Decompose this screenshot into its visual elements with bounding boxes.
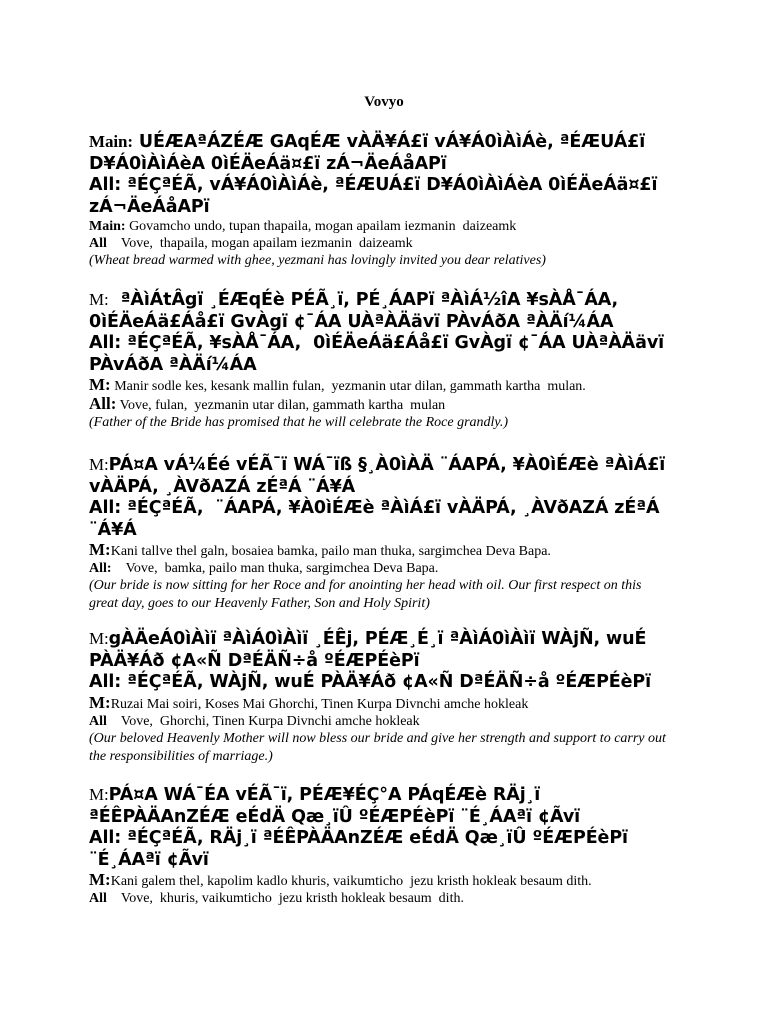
roman-text: Vove, bamka, pailo man thuka, sargimchea Deva Bapa.: [125, 561, 439, 576]
kannada-all-line: [89, 828, 669, 871]
speaker-label: All:: [89, 394, 117, 413]
speaker-label: M:: [89, 540, 111, 559]
speaker-label: M:: [89, 629, 109, 648]
roman-text: Kani galem thel, kapolim kadlo khuris, vaikumticho jezu kristh hokleak besaum dith.: [110, 874, 592, 889]
speaker-label: All:: [89, 498, 122, 518]
roman-all-line: [89, 890, 669, 907]
roman-text: Vove, fulan, yezmanin utar dilan, gammath kartha mulan: [119, 398, 446, 413]
kannada-main-line: [89, 628, 669, 672]
roman-main-line: [89, 376, 669, 395]
roman-text: Manir sodle kes, kesank mallin fulan, yezmanin utar dilan, gammath kartha mulan.: [114, 379, 586, 394]
kannada-text: PÁ¤A vÁ¼Éé vÉÃ¯ï WÁ¯ïß §¸À0ìÀÄ ¨ÁAPÁ, ¥À0ìÉÆè ªÀìÁ£ï vÀÄPÁ, ¸ÀVðAZÁ zÉªÁ ¨Á¥Á: [89, 455, 672, 497]
kannada-all-line: [89, 498, 669, 541]
kannada-all-line: [89, 672, 669, 694]
kannada-text: gÀÄeÁ0ìÀìï ªÀìÁ0ìÀìï ¸ÉÊj, PÉÆ¸É¸ï ªÀìÁ0ìÀìï WÀjÑ, wuÉ PÀÄ¥Áð ¢A«Ñ DªÉÄÑ÷å ºÉÆPÉèPï: [89, 629, 653, 671]
speaker-label: All:: [89, 561, 112, 576]
roman-main-line: [89, 871, 669, 890]
speaker-label: All: [89, 713, 107, 729]
stanza-1: [89, 131, 669, 270]
kannada-main-line: [89, 454, 672, 498]
kannada-text: PÁ¤A WÁ¯ÉA vÉÃ¯ï, PÉÆ¥ÉÇ°A PÁqÉÆè RÄj¸ï ªÉÊPÀÄAnZÉÆ eÉdÄ Qæ¸ïÛ ºÉÆPÉèPï ¨É¸ÁAªï ¢Ãvï: [89, 785, 581, 827]
speaker-label: Main:: [89, 219, 126, 234]
speaker-label: All:: [89, 175, 122, 195]
roman-text: Vove, Ghorchi, Tinen Kurpa Divnchi amche hokleak: [120, 713, 420, 729]
roman-text: Kani tallve thel galn, bosaiea bamka, pailo man thuka, sargimchea Deva Bapa.: [110, 544, 551, 559]
roman-all-line: [89, 713, 669, 730]
page-title: Vovyo: [364, 94, 404, 110]
roman-text: Vove, thapaila, mogan apailam iezmanin daizeamk: [120, 236, 413, 251]
kannada-text: UÉÆAªÁZÉÆ GAqÉÆ vÀÄ¥Á£ï vÁ¥Á0ìÀìÁè, ªÉÆUÁ£ï D¥Á0ìÀìÁèA 0ìÉÄeÁä¤£ï zÁ¬ÄeÁåAPï: [89, 132, 652, 174]
kannada-main-line: [89, 289, 669, 333]
speaker-label: All:: [89, 333, 122, 353]
stanza-5: [89, 784, 669, 907]
kannada-text: ªÉÇªÉÃ, ¥sÀÅ¯ÁA, 0ìÉÄeÁä£Áå£ï GvÀgï ¢¯ÁA UÀªÀÄävï PÀvÁðA ªÀÄí¼ÁA: [89, 333, 671, 375]
kannada-main-line: [89, 784, 669, 828]
roman-all-line: [89, 395, 669, 414]
speaker-label: All: [89, 891, 107, 906]
speaker-label: M:: [89, 455, 109, 474]
english-translation: (Father of the Bride has promised that he will celebrate the Roce grandly.): [89, 415, 509, 430]
speaker-label: M:: [89, 375, 111, 394]
kannada-text: ªÀìÁtÂgï ¸ÉÆqÉè PÉÃ¸ï, PÉ¸ÁAPï ªÀìÁ½îA ¥sÀÅ¯ÁA, 0ìÉÄeÁä£Áå£ï GvÀgï ¢¯ÁA UÀªÀÄävï PÀvÁðA ªÀÄí¼ÁA: [89, 290, 625, 332]
roman-text: Vove, khuris, vaikumticho jezu kristh hokleak besaum dith.: [120, 891, 464, 906]
kannada-text: ªÉÇªÉÃ, WÀjÑ, wuÉ PÀÄ¥Áð ¢A«Ñ DªÉÄÑ÷å ºÉÆPÉèPï: [121, 672, 652, 692]
kannada-text: ªÉÇªÉÃ, ¨ÁAPÁ, ¥À0ìÉÆè ªÀìÁ£ï vÀÄPÁ, ¸ÀVðAZÁ zÉªÁ ¨Á¥Á: [89, 498, 666, 540]
roman-main-line: [89, 218, 669, 235]
stanza-2: [89, 289, 669, 432]
speaker-label: Main:: [89, 132, 133, 151]
kannada-main-line: [89, 131, 669, 175]
speaker-label: M:: [89, 785, 109, 804]
speaker-label: All:: [89, 828, 122, 848]
stanza-3: [89, 454, 672, 613]
speaker-label: All: [89, 236, 107, 251]
speaker-label: M:: [89, 870, 111, 889]
roman-main-line: [89, 541, 669, 560]
speaker-label: M:: [89, 692, 111, 712]
speaker-label: All:: [89, 672, 122, 692]
roman-text: Ruzai Mai soiri, Koses Mai Ghorchi, Tinen Kurpa Divnchi amche hokleak: [110, 696, 529, 712]
kannada-all-line: [89, 333, 669, 376]
roman-text: Govamcho undo, tupan thapaila, mogan apailam iezmanin daizeamk: [129, 219, 517, 234]
roman-all-line: [89, 560, 669, 577]
english-translation: (Wheat bread warmed with ghee, yezmani has lovingly invited you dear relatives): [89, 253, 546, 268]
speaker-label: M:: [89, 290, 109, 309]
english-translation: (Our beloved Heavenly Mother will now bless our bride and give her strength and support to carry out the responsibilities of marriage.): [89, 730, 666, 764]
kannada-all-line: [89, 175, 669, 218]
stanza-4: [89, 628, 669, 766]
kannada-text: ªÉÇªÉÃ, RÄj¸ï ªÉÊPÀÄAnZÉÆ eÉdÄ Qæ¸ïÛ ºÉÆPÉèPï ¨É¸ÁAªï ¢Ãvï: [89, 828, 634, 870]
roman-all-line: [89, 235, 669, 252]
kannada-text: ªÉÇªÉÃ, vÁ¥Á0ìÀìÁè, ªÉÆUÁ£ï D¥Á0ìÀìÁèA 0ìÉÄeÁä¤£ï zÁ¬ÄeÁåAPï: [89, 175, 664, 217]
english-translation: (Our bride is now sitting for her Roce and for anointing her head with oil. Our first respect on this great day, goes to our Heavenly Father, Son and Holy Spirit): [89, 578, 642, 611]
roman-main-line: [89, 694, 669, 713]
